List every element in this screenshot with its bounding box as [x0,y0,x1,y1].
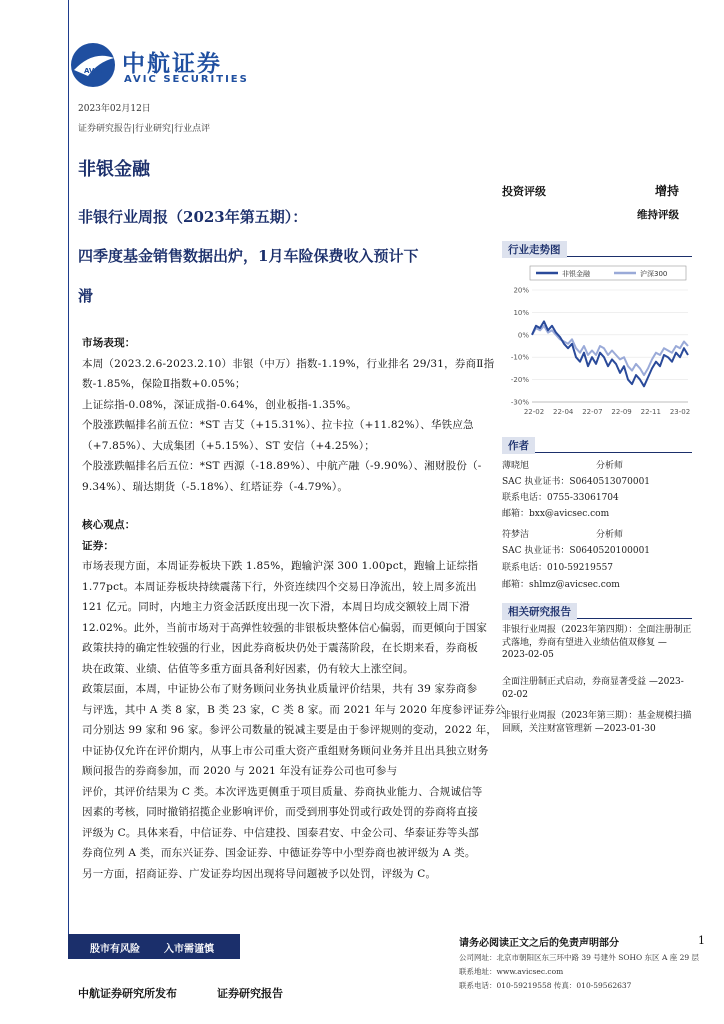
market-section [82,333,495,497]
report-type: 证券研究报告 [217,987,283,1000]
authors-header [502,434,692,453]
related-item[interactable]: 非银行业周报（2023年第三期）：基金规模扫描回顾，关注财富管理新 —2023-01-30 [502,711,692,734]
brand-name-cn: 中航证券 [122,51,222,77]
core-line: 政策层面，本周，中证协公布了财务顾问业务执业质量评价结果，共有 39 家券商参 [82,683,478,695]
logo-letters: AVIC [83,67,103,75]
report-date: 2023年02月12日 [78,104,151,114]
core-line: 市场表现方面，本周证券板块下跌 1.85%，跑输沪深 300 1.00pct，跑输上证综指 [82,560,479,572]
market-line: 上证综指-0.08%，深证成指-0.64%，创业板指-1.35%。 [82,398,357,411]
author2-phone: 联系电话：010-59219557 [502,563,614,573]
core-line: 券商位列 A 类，而东兴证券、国金证券、中德证券等中小型券商也被评级为 A 类。 [82,847,476,859]
core-heading: 核心观点： [82,519,136,531]
author1-title: 分析师 [596,461,624,471]
related-label: 相关研究报告 [502,603,577,620]
author1-name: 薄晓旭 [502,461,530,471]
disclaimer-note: 请务必阅读正文之后的免责声明部分 [459,938,619,949]
chart-x-tick-label: 22-02 [523,408,545,416]
risk-text-1: 股市有风险 [90,944,140,955]
chart-x-tick-label: 22-09 [611,408,632,416]
rating-sub: 维持评级 [637,209,679,221]
chart-x-tick-label: 22-11 [640,408,661,416]
core-line: 12.02%。此外，当前市场对于高弹性较强的非银板块整体信心偏弱，而更倾向于国家 [82,621,488,634]
core-line: 块在政策、业绩、估值等多重方面具备利好因素，仍有较大上涨空间。 [82,662,414,675]
author2-title: 分析师 [596,530,624,540]
core-line: 评价，其评价结果为 C 类。本次评选更侧重于项目质量、券商执业能力、合规诚信等 [82,785,483,798]
risk-banner [68,934,240,959]
trend-chart-header [502,238,692,257]
core-line: 评级为 C。具体来看，中信证券、中信建投、国泰君安、中金公司、华泰证券等头部 [82,826,479,839]
related-item[interactable]: 全面注册制正式启动，券商显著受益 —2023-02-02 [502,677,684,700]
trend-chart [502,262,692,427]
author2-name: 符梦洁 [502,530,530,540]
report-path: 证券研究报告|行业研究|行业点评 [78,124,211,134]
author1-phone: 联系电话：0755-33061704 [502,493,619,503]
core-line: 政策扶持的确定性较强的行业，因此券商板块仍处于震荡阶段，在长期来看，券商板 [82,642,478,654]
market-line: 个股涨跌幅排名后五位：*ST 西源（-18.89%）、中航产融（-9.90%）、湘财股份（- [82,460,482,472]
market-line: 个股涨跌幅排名前五位：*ST 吉艾（+15.31%）、拉卡拉（+11.82%）、华铁应急 [82,419,474,431]
brand-name-en: AVIC SECURITIES [124,74,249,85]
core-line: 121 亿元。同时，内地主力资金活跃度出现一次下滑，本周日均成交额较上周下滑 [82,601,470,613]
related-header [502,600,692,619]
core-line: 另一方面，招商证券、广发证券均因出现将导问题被予以处罚，评级为 C。 [82,867,437,880]
chart-x-tick-label: 22-07 [582,408,603,416]
chart-legend-label: 沪深300 [640,270,668,278]
trend-chart-label: 行业走势图 [502,241,567,258]
headline-line-2: 滑 [78,287,94,305]
authors-label: 作者 [502,437,535,454]
chart-y-tick-label: -10% [510,353,529,362]
market-line: 9.34%）、瑞达期货（-5.18%）、红塔证券（-4.79%）。 [82,480,349,493]
core-line: 因素的考核，同时撤销招揽企业影响评价，而受到刑事处罚或行政处罚的券商将直接 [82,806,478,818]
company-phone: 联系电话：010-59219558 传真：010-59562637 [459,981,632,990]
market-line: 本周（2023.2.6-2023.2.10）非银（中万）指数-1.19%，行业排名 29/31，券商Ⅱ指 [82,357,495,370]
avic-logo-icon [68,40,118,90]
company-contact [459,951,699,993]
chart-x-tick-label: 22-04 [553,408,574,416]
rating-label: 投资评级 [502,185,546,198]
core-section [82,515,506,884]
left-vertical-rule [68,0,69,942]
related-item[interactable]: 非银行业周报（2023年第四期）：全面注册制正式落地，券商有望进入业绩估值双修复 —2023-02-05 [502,625,692,660]
author1-email[interactable]: 邮箱：bxx@avicsec.com [502,509,610,519]
chart-y-tick-label: -20% [510,376,529,385]
headline-line-1: 四季度基金销售数据出炉，1月车险保费收入预计下 [78,247,419,265]
market-line: （+7.85%）、大成集团（+5.15%）、ST 安信（+4.25%）； [82,439,375,452]
company-website[interactable]: 联系地址：www.avicsec.com [459,967,564,976]
chart-y-tick-label: 20% [513,286,529,295]
risk-text-2: 入市需谨慎 [164,944,214,955]
core-line: 与评选，其中 A 类 8 家，B 类 23 家，C 类 8 家。而 2021 年与 2020 年度参评证券公 [82,703,506,716]
chart-y-tick-label: 10% [513,308,529,317]
report-subtitle: 非银行业周报（2023年第五期）： [78,208,308,226]
core-line: 中证协仅允许在评价期内，从事上市公司重大资产重组财务顾问业务并且出具独立财务 [82,744,489,757]
core-line: 司分别达 99 家和 96 家。参评公司数量的锐减主要是由于参评规则的变动，2022 年， [82,724,498,736]
market-heading: 市场表现： [82,337,136,349]
sector-title: 非银金融 [78,159,150,180]
page-number: 1 [698,934,705,947]
author2-cert: SAC 执业证书：S0640520100001 [502,546,651,556]
chart-y-tick-label: -30% [510,398,529,407]
author1-cert: SAC 执业证书：S0640513070001 [502,477,651,487]
chart-x-tick-label: 23-02 [669,408,691,416]
company-address: 公司网址：北京市朝阳区东三环中路 39 号建外 SOHO 东区 A 座 29 层 [459,953,700,962]
chart-legend-label: 非银金融 [562,270,590,278]
chart-y-tick-label: 0% [517,331,529,340]
core-line: 1.77pct。本周证券板块持续震荡下行，外资连续四个交易日净流出，较上周多流出 [82,580,477,593]
market-line: 数-1.85%，保险Ⅱ指数+0.05%； [82,378,246,390]
author2-email[interactable]: 邮箱：shlmz@avicsec.com [502,580,620,590]
rating-value: 增持 [655,184,680,198]
core-line: 顾问报告的券商参加，而 2020 与 2021 年没有证券公司也可参与 [82,765,398,777]
publisher-name: 中航证券研究所发布 [78,987,177,1000]
core-subheading: 证券： [82,539,115,552]
